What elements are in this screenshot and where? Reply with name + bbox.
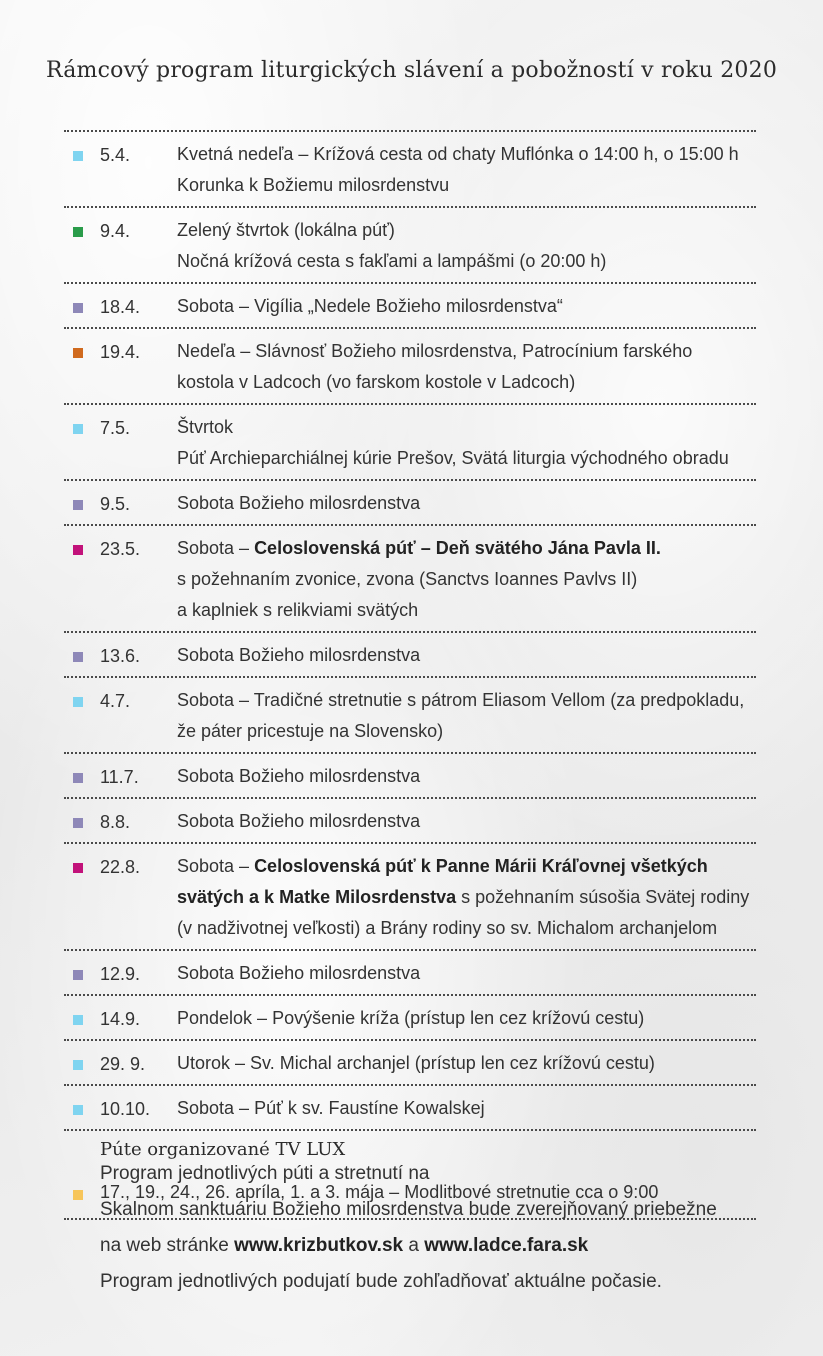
entry-date: 8.8.: [100, 812, 131, 832]
color-marker-icon: [73, 348, 83, 358]
schedule-entry: [64, 996, 756, 1039]
entry-line: Zelený štvrtok (lokálna púť): [177, 220, 395, 240]
entry-highlight: Celoslovenská púť – Deň svätého Jána Pavla II.: [254, 538, 661, 558]
color-marker-icon: [73, 151, 83, 161]
entry-description: [177, 851, 756, 944]
color-marker-icon: [73, 424, 83, 434]
schedule-entry: [64, 208, 756, 282]
schedule-list: [64, 130, 756, 1220]
footer-text: na web stránke: [100, 1235, 235, 1256]
schedule-entry: [64, 633, 756, 676]
entry-line: Štvrtok: [177, 417, 234, 437]
entry-line: Nedeľa – Slávnosť Božieho milosrdenstva, Patrocínium farského: [177, 341, 693, 361]
schedule-entry: [64, 481, 756, 524]
entry-date: 23.5.: [100, 539, 141, 559]
entry-line: Púť Archieparchiálnej kúrie Prešov, Svätá liturgia východného obradu: [177, 448, 729, 468]
color-marker-icon: [73, 970, 83, 980]
dotted-divider: [64, 1129, 756, 1131]
entry-line: že páter pricestuje na Slovensko): [177, 721, 444, 741]
entry-description: [177, 533, 756, 626]
color-marker-icon: [73, 1015, 83, 1025]
color-marker-icon: [73, 697, 83, 707]
entry-date: 9.5.: [100, 494, 131, 514]
schedule-entry: [64, 132, 756, 206]
entry-description: [177, 1003, 756, 1034]
schedule-entry: [64, 799, 756, 842]
entry-line: [177, 533, 756, 564]
entry-description: [177, 336, 756, 398]
color-marker-icon: [73, 303, 83, 313]
footer-line: Program jednotlivých podujatí bude zohľadňovať aktuálne počasie.: [100, 1271, 662, 1292]
entry-line: Sobota Božieho milosrdenstva: [177, 493, 421, 513]
entry-date: 19.4.: [100, 342, 141, 362]
entry-date: 12.9.: [100, 964, 141, 984]
entry-description: [177, 1093, 756, 1124]
schedule-entry: [64, 678, 756, 752]
entry-date: 10.10.: [100, 1099, 151, 1119]
website-link-ladce[interactable]: www.ladce.fara.sk: [424, 1235, 589, 1256]
section-heading-tv-lux: Púte organizované TV LUX: [100, 1139, 346, 1160]
entry-description: [177, 139, 756, 201]
entry-date: 4.7.: [100, 691, 131, 711]
entry-date: 7.5.: [100, 418, 131, 438]
entry-date: 18.4.: [100, 297, 141, 317]
entry-line: a kaplniek s relikviami svätých: [177, 600, 419, 620]
color-marker-icon: [73, 773, 83, 783]
entry-date: 22.8.: [100, 857, 141, 877]
footer-line: Skalnom sanktuáriu Božieho milosrdenstva bude zverejňovaný priebežne: [100, 1199, 717, 1220]
footer-note: [100, 1156, 800, 1300]
entry-date: 5.4.: [100, 145, 131, 165]
entry-text: Sobota –: [177, 856, 255, 876]
entry-description: [177, 640, 756, 671]
entry-date: 9.4.: [100, 221, 131, 241]
website-link-krizbutkov[interactable]: www.krizbutkov.sk: [234, 1235, 404, 1256]
entry-line: (v nadživotnej veľkosti) a Brány rodiny so sv. Michalom archanjelom: [177, 918, 718, 938]
color-marker-icon: [73, 1105, 83, 1115]
entry-line: [177, 882, 756, 913]
entry-line: Sobota Božieho milosrdenstva: [177, 963, 421, 983]
color-marker-icon: [73, 818, 83, 828]
entry-line: s požehnaním zvonice, zvona (Sanctvs Ioannes Pavlvs II): [177, 569, 638, 589]
entry-description: [177, 685, 756, 747]
entry-date: 13.6.: [100, 646, 141, 666]
entry-line: Sobota – Vigília „Nedele Božieho milosrdenstva“: [177, 296, 563, 316]
page-title: Rámcový program liturgických slávení a pobožností v roku 2020: [45, 58, 778, 83]
schedule-entry: [64, 754, 756, 797]
entry-date: 11.7.: [100, 767, 139, 787]
entry-line: Kvetná nedeľa – Krížová cesta od chaty Muflónka o 14:00 h, o 15:00 h: [177, 144, 739, 164]
entry-highlight: svätých a k Matke Milosrdenstva: [177, 887, 457, 907]
entry-description: [177, 806, 756, 837]
color-marker-icon: [73, 1060, 83, 1070]
entry-line: kostola v Ladcoch (vo farskom kostole v Ladcoch): [177, 372, 576, 392]
color-marker-icon: [73, 227, 83, 237]
entry-line: Korunka k Božiemu milosrdenstvu: [177, 175, 450, 195]
schedule-entry: [64, 1041, 756, 1084]
schedule-entry: [64, 405, 756, 479]
color-marker-icon: [73, 652, 83, 662]
entry-line: Nočná krížová cesta s fakľami a lampášmi (o 20:00 h): [177, 251, 607, 271]
entry-date: 29. 9.: [100, 1054, 146, 1074]
schedule-entry: [64, 329, 756, 403]
entry-line: Utorok – Sv. Michal archanjel (prístup len cez krížovú cestu): [177, 1053, 655, 1073]
entry-description: [177, 215, 756, 277]
entry-text: Sobota –: [177, 538, 255, 558]
color-marker-icon: [73, 863, 83, 873]
entry-highlight: Celoslovenská púť k Panne Márii Kráľovnej všetkých: [254, 856, 708, 876]
entry-description: [177, 488, 756, 519]
entry-description: [177, 291, 756, 322]
entry-line: Sobota – Púť k sv. Faustíne Kowalskej: [177, 1098, 485, 1118]
color-marker-icon: [73, 1190, 83, 1200]
entry-description: 17., 19., 24., 26. apríla, 1. a 3. mája – Modlitbové stretnutie cca o 9:00: [100, 1182, 659, 1202]
entry-line: Sobota Božieho milosrdenstva: [177, 645, 421, 665]
entry-line: Sobota Božieho milosrdenstva: [177, 766, 421, 786]
footer-line: [100, 1228, 800, 1264]
entry-line: Sobota Božieho milosrdenstva: [177, 811, 421, 831]
color-marker-icon: [73, 500, 83, 510]
entry-text: s požehnaním súsošia Svätej rodiny: [456, 887, 750, 907]
entry-description: [177, 1048, 756, 1079]
entry-description: [177, 412, 756, 474]
entry-line: [177, 851, 756, 882]
footer-text: a: [403, 1235, 425, 1256]
entry-line: Pondelok – Povýšenie kríža (prístup len cez krížovú cestu): [177, 1008, 645, 1028]
schedule-entry: [64, 1086, 756, 1129]
schedule-entry: [64, 844, 756, 949]
schedule-entry: [64, 951, 756, 994]
schedule-entry: [64, 526, 756, 631]
entry-date: 14.9.: [100, 1009, 141, 1029]
entry-description: [177, 761, 756, 792]
color-marker-icon: [73, 545, 83, 555]
entry-line: Sobota – Tradičné stretnutie s pátrom Eliasom Vellom (za predpokladu,: [177, 690, 745, 710]
entry-description: [177, 958, 756, 989]
schedule-entry: [64, 284, 756, 327]
footer-line: Program jednotlivých púti a stretnutí na: [100, 1163, 430, 1184]
